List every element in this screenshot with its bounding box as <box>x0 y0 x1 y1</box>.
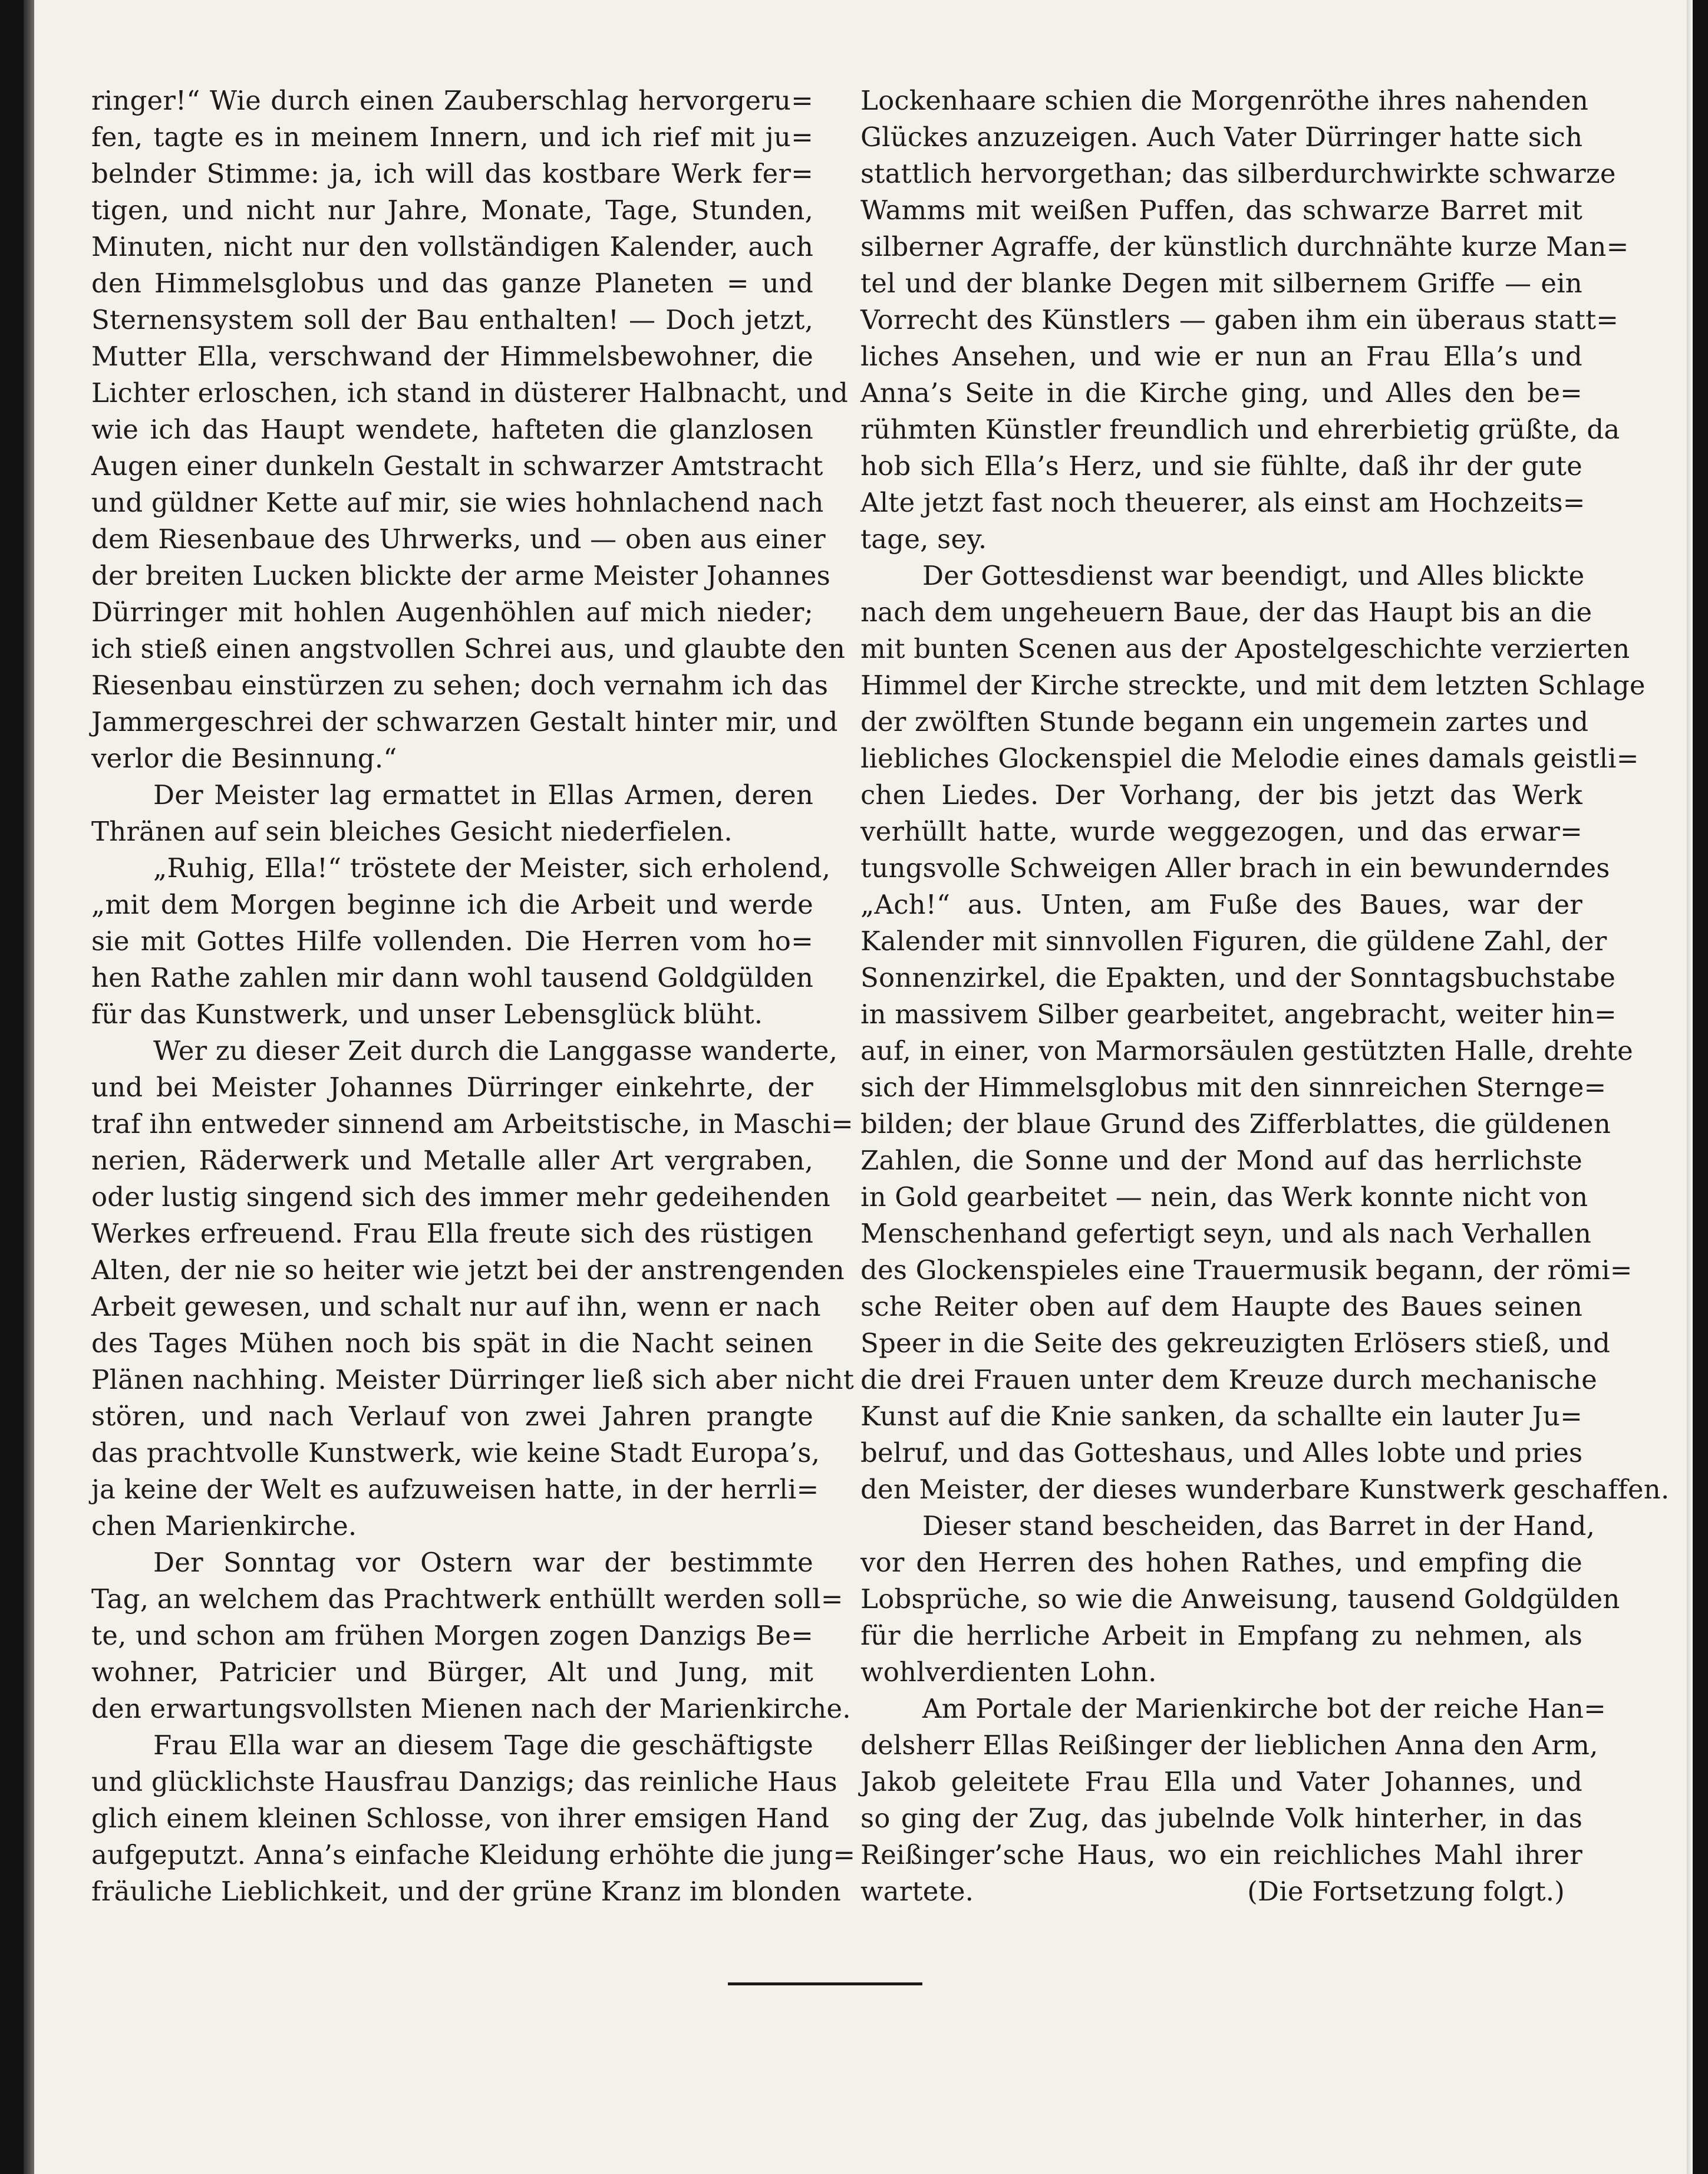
text-line: fräuliche Lieblichkeit, und der grüne Kranz im blonden <box>91 1876 841 1907</box>
text-line: ja keine der Welt es aufzuweisen hatte, in der herrli= <box>91 1474 819 1505</box>
text-line: den Meister, der dieses wunderbare Kunstwerk geschaffen. <box>860 1474 1670 1505</box>
text-line: Kalender mit sinnvollen Figuren, die güldene Zahl, der <box>860 925 1607 957</box>
text-line: Menschenhand gefertigt seyn, und als nach Verhallen <box>860 1218 1592 1249</box>
text-line: den Himmelsglobus und das ganze Planeten = und <box>91 268 813 299</box>
text-line: verlor die Besinnung.“ <box>91 743 397 774</box>
text-line: des Glockenspieles eine Trauermusik begann, der römi= <box>860 1254 1633 1286</box>
text-line: traf ihn entweder sinnend am Arbeitstische, in Maschi= <box>91 1108 853 1139</box>
text-line: sche Reiter oben auf dem Haupte des Baues seinen <box>860 1291 1582 1322</box>
text-line: nerien, Räderwerk und Metalle aller Art vergraben, <box>91 1145 813 1176</box>
continuation-note: (Die Fortsetzung folgt.) <box>1247 1876 1565 1907</box>
text-line: belnder Stimme: ja, ich will das kostbare Werk fer= <box>91 158 813 189</box>
text-line: Der Gottesdienst war beendigt, und Alles blickte <box>922 560 1585 591</box>
text-line: wohlverdienten Lohn. <box>860 1656 1157 1688</box>
text-line: ringer!“ Wie durch einen Zauberschlag hervorgeru= <box>91 85 813 116</box>
text-line: auf, in einer, von Marmorsäulen gestützten Halle, drehte <box>860 1035 1633 1066</box>
text-line: des Tages Mühen noch bis spät in die Nacht seinen <box>91 1328 813 1359</box>
text-line: und glücklichste Hausfrau Danzigs; das reinliche Haus <box>91 1766 837 1797</box>
text-line: bilden; der blaue Grund des Zifferblattes, die güldenen <box>860 1108 1611 1139</box>
text-line: verhüllt hatte, wurde weggezogen, und das erwar= <box>860 816 1582 847</box>
text-line: und bei Meister Johannes Dürringer einkehrte, der <box>91 1072 813 1103</box>
text-line: Anna’s Seite in die Kirche ging, und Alles den be= <box>860 377 1582 409</box>
text-line: sich der Himmelsglobus mit den sinnreichen Sternge= <box>860 1072 1607 1103</box>
text-line: das prachtvolle Kunstwerk, wie keine Stadt Europa’s, <box>91 1437 820 1468</box>
text-line: chen Marienkirche. <box>91 1510 357 1541</box>
right-column <box>860 83 1670 1910</box>
text-line: Der Meister lag ermattet in Ellas Armen, deren <box>153 779 813 811</box>
text-line: der breiten Lucken blickte der arme Meister Johannes <box>91 560 830 591</box>
text-line: Tag, an welchem das Prachtwerk enthüllt werden soll= <box>91 1583 843 1615</box>
text-line: Plänen nachhing. Meister Dürringer ließ sich aber nicht <box>91 1364 855 1395</box>
text-line: oder lustig singend sich des immer mehr gedeihenden <box>91 1181 830 1213</box>
text-line: rühmten Künstler freundlich und ehrerbietig grüßte, da <box>860 414 1620 445</box>
text-line: Lockenhaare schien die Morgenröthe ihres nahenden <box>860 85 1589 116</box>
text-line: Sternensystem soll der Bau enthalten! — Doch jetzt, <box>91 304 813 335</box>
text-line: in massivem Silber gearbeitet, angebracht, weiter hin= <box>860 999 1617 1030</box>
text-line: Der Sonntag vor Ostern war der bestimmte <box>153 1547 813 1578</box>
text-line: tel und der blanke Degen mit silbernem Griffe — ein <box>860 268 1582 299</box>
text-line: hob sich Ella’s Herz, und sie fühlte, daß ihr der gute <box>860 450 1582 482</box>
section-end-rule <box>728 1982 922 1985</box>
text-line: belruf, und das Gotteshaus, und Alles lobte und pries <box>860 1437 1583 1468</box>
text-line: „mit dem Morgen beginne ich die Arbeit und werde <box>91 889 813 920</box>
text-line: Glückes anzuzeigen. Auch Vater Dürringer hatte sich <box>860 121 1583 153</box>
text-line: Augen einer dunkeln Gestalt in schwarzer Amtstracht <box>91 450 823 482</box>
text-line: Thränen auf sein bleiches Gesicht niederfielen. <box>91 816 733 847</box>
text-line: „Ach!“ aus. Unten, am Fuße des Baues, war der <box>860 889 1582 920</box>
text-line: silberner Agraffe, der künstlich durchnähte kurze Man= <box>860 231 1629 262</box>
text-line: in Gold gearbeitet — nein, das Werk konnte nicht von <box>860 1181 1588 1213</box>
text-line: stattlich hervorgethan; das silberdurchwirkte schwarze <box>860 158 1616 189</box>
page-edge <box>1687 0 1693 2174</box>
text-line: Sonnenzirkel, die Epakten, und der Sonntagsbuchstabe <box>860 962 1616 993</box>
text-line: den erwartungsvollsten Mienen nach der Marienkirche. <box>91 1693 851 1724</box>
text-line: nach dem ungeheuern Baue, der das Haupt bis an die <box>860 597 1592 628</box>
text-line: hen Rathe zahlen mir dann wohl tausend Goldgülden <box>91 962 813 993</box>
text-line: mit bunten Scenen aus der Apostelgeschichte verzierten <box>860 633 1630 664</box>
last-line-with-note <box>860 1873 1582 1910</box>
text-line: so ging der Zug, das jubelnde Volk hinterher, in das <box>860 1803 1582 1834</box>
text-line: für das Kunstwerk, und unser Lebensglück blüht. <box>91 999 763 1030</box>
text-line: wohner, Patricier und Bürger, Alt und Jung, mit <box>91 1656 813 1688</box>
text-line: Speer in die Seite des gekreuzigten Erlösers stieß, und <box>860 1328 1611 1359</box>
text-line: tungsvolle Schweigen Aller brach in ein bewunderndes <box>860 852 1610 884</box>
text-line: Wer zu dieser Zeit durch die Langgasse wanderte, <box>153 1035 838 1066</box>
text-line: Am Portale der Marienkirche bot der reiche Han= <box>922 1693 1607 1724</box>
text-line: Zahlen, die Sonne und der Mond auf das herrlichste <box>860 1145 1582 1176</box>
text-line: Riesenbau einstürzen zu sehen; doch vernahm ich das <box>91 670 829 701</box>
text-line: Kunst auf die Knie sanken, da schallte ein lauter Ju= <box>860 1401 1582 1432</box>
text-line: Arbeit gewesen, und schalt nur auf ihn, wenn er nach <box>91 1291 821 1322</box>
text-line: Wamms mit weißen Puffen, das schwarze Barret mit <box>860 195 1582 226</box>
text-line: die drei Frauen unter dem Kreuze durch mechanische <box>860 1364 1597 1395</box>
text-line: te, und schon am frühen Morgen zogen Danzigs Be= <box>91 1620 813 1651</box>
text-line: Dieser stand bescheiden, das Barret in der Hand, <box>922 1510 1595 1541</box>
text-line: fen, tagte es in meinem Innern, und ich rief mit ju= <box>91 121 813 153</box>
text-line: stören, und nach Verlauf von zwei Jahren prangte <box>91 1401 813 1432</box>
text-line: Mutter Ella, verschwand der Himmelsbewohner, die <box>91 341 813 372</box>
text-line: Vorrecht des Künstlers — gaben ihm ein überaus statt= <box>860 304 1619 335</box>
text-line: chen Liedes. Der Vorhang, der bis jetzt das Werk <box>860 779 1582 811</box>
text-line: wie ich das Haupt wendete, hafteten die glanzlosen <box>91 414 813 445</box>
text-line: Dürringer mit hohlen Augenhöhlen auf mich nieder; <box>91 597 813 628</box>
text-line: dem Riesenbaue des Uhrwerks, und — oben aus einer <box>91 523 826 555</box>
text-line: tigen, und nicht nur Jahre, Monate, Tage, Stunden, <box>91 195 813 226</box>
text-line: Alten, der nie so heiter wie jetzt bei der anstrengenden <box>91 1254 845 1286</box>
left-column <box>91 83 856 1910</box>
text-line: tage, sey. <box>860 523 987 555</box>
text-line: Frau Ella war an diesem Tage die geschäftigste <box>153 1730 813 1761</box>
text-line: Alte jetzt fast noch theuerer, als einst am Hochzeits= <box>860 487 1585 518</box>
text-line: liebliches Glockenspiel die Melodie eines damals geistli= <box>860 743 1639 774</box>
text-line: für die herrliche Arbeit in Empfang zu nehmen, als <box>860 1620 1582 1651</box>
text-line: Himmel der Kirche streckte, und mit dem letzten Schlage <box>860 670 1646 701</box>
text-line: Minuten, nicht nur den vollständigen Kalender, auch <box>91 231 813 262</box>
text-line: delsherr Ellas Reißinger der lieblichen Anna den Arm, <box>860 1730 1598 1761</box>
text-line: liches Ansehen, und wie er nun an Frau Ella’s und <box>860 341 1582 372</box>
text-line: Lobsprüche, so wie die Anweisung, tausend Goldgülden <box>860 1583 1620 1615</box>
text-line: sie mit Gottes Hilfe vollenden. Die Herren vom ho= <box>91 925 813 957</box>
text-line: Jakob geleitete Frau Ella und Vater Johannes, und <box>860 1766 1582 1797</box>
text-line: wartete. <box>860 1876 974 1907</box>
newspaper-page <box>24 0 1693 2174</box>
text-line: ich stieß einen angstvollen Schrei aus, und glaubte den <box>91 633 846 664</box>
text-line: aufgeputzt. Anna’s einfache Kleidung erhöhte die jung= <box>91 1839 856 1870</box>
text-line: „Ruhig, Ella!“ tröstete der Meister, sich erholend, <box>153 852 831 884</box>
text-line: Jammergeschrei der schwarzen Gestalt hinter mir, und <box>91 706 838 737</box>
text-line: glich einem kleinen Schlosse, von ihrer emsigen Hand <box>91 1803 830 1834</box>
text-line: und güldner Kette auf mir, sie wies hohnlachend nach <box>91 487 824 518</box>
text-line: der zwölften Stunde begann ein ungemein zartes und <box>860 706 1589 737</box>
book-spine <box>24 0 34 2174</box>
text-line: Werkes erfreuend. Frau Ella freute sich des rüstigen <box>91 1218 813 1249</box>
text-line: Lichter erloschen, ich stand in düsterer Halbnacht, und <box>91 377 849 409</box>
text-line: vor den Herren des hohen Rathes, und empfing die <box>860 1547 1582 1578</box>
text-line: Reißinger’sche Haus, wo ein reichliches Mahl ihrer <box>860 1839 1582 1870</box>
